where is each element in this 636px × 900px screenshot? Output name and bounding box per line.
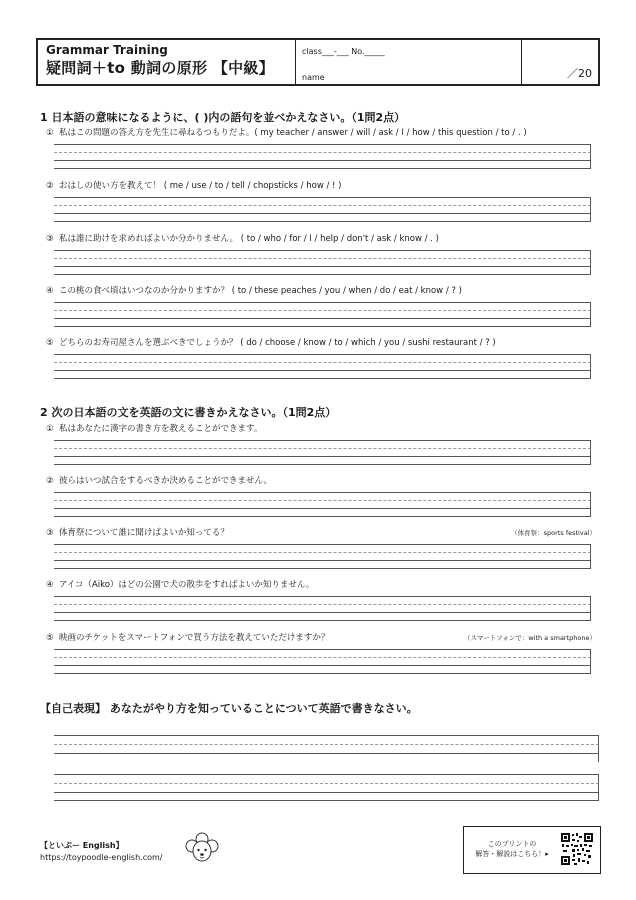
answer-lines — [54, 302, 591, 327]
question-number: ② — [46, 181, 54, 191]
title-japanese: 疑問詞＋to 動詞の原形 【中級】 — [46, 59, 275, 77]
answer-link-text — [472, 839, 552, 859]
question-text: この桃の食べ頃はいつなのか分かりますか？ ( to / these peaches / you / when / do / eat / know / ? ) — [59, 286, 462, 296]
section-1-question — [46, 127, 600, 169]
answer-link-line2: 解答・解説はこちら！▸ — [475, 850, 549, 858]
answer-lines — [54, 596, 591, 621]
question-text: 体育祭について誰に聞けばよいか知ってる？ — [59, 528, 229, 538]
name-field: name — [302, 73, 325, 82]
class-number-field: class___-___ No._____ — [302, 47, 385, 56]
section-2-question — [46, 579, 600, 621]
question-number: ④ — [46, 286, 54, 296]
answer-lines — [54, 492, 591, 517]
score-cell — [522, 40, 598, 84]
answer-lines — [54, 544, 591, 569]
self-expression-lines — [54, 735, 599, 801]
section-2-question — [46, 475, 600, 517]
answer-lines — [54, 354, 591, 379]
title-cell — [38, 40, 296, 84]
brand-block — [40, 840, 163, 864]
answer-link-line1: このプリントの — [487, 840, 537, 848]
question-text: おはしの使い方を教えて！ ( me / use / to / tell / chopsticks / how / ! ) — [59, 181, 342, 191]
question-number: ② — [46, 476, 54, 486]
answer-lines — [54, 440, 591, 465]
vocab-hint: （体育祭：sports festival） — [511, 529, 596, 537]
section-2-question — [46, 423, 600, 465]
question-text: 私はあなたに漢字の書き方を教えることができます。 — [59, 424, 263, 434]
answer-lines — [54, 144, 591, 169]
score-total: ／20 — [567, 67, 592, 80]
question-number: ④ — [46, 580, 54, 590]
brand-name: 【といぷー English】 — [40, 841, 124, 850]
answer-link-box[interactable] — [463, 826, 601, 874]
student-info-cell — [296, 40, 522, 84]
question-text: 私はこの問題の答え方を先生に尋ねるつもりだよ。( my teacher / answer / will / ask / I / how / this question / to / . ) — [59, 128, 527, 138]
toy-poodle-icon — [184, 831, 220, 865]
question-number: ③ — [46, 234, 54, 244]
vocab-hint: （スマートフォンで：with a smartphone） — [463, 634, 596, 642]
question-number: ① — [46, 128, 54, 138]
self-expression-title: 【自己表現】 あなたがやり方を知っていることについて英語で書きなさい。 — [40, 702, 418, 715]
section-2-question — [46, 527, 600, 569]
worksheet-header — [36, 38, 600, 86]
question-text: 映画のチケットをスマートフォンで買う方法を教えていただけますか？ — [59, 633, 330, 643]
title-english: Grammar Training — [46, 43, 168, 57]
question-text: どちらのお寿司屋さんを選ぶべきでしょうか？ ( do / choose / know / to / which / you / sushi restaurant / ? ) — [59, 338, 496, 348]
section-1-question — [46, 337, 600, 379]
question-number: ⑤ — [46, 338, 54, 348]
section-2-title: 2 次の日本語の文を英語の文に書きかえなさい。（1問2点） — [40, 406, 337, 419]
qr-code-icon[interactable] — [560, 832, 594, 866]
section-1-question — [46, 233, 600, 275]
section-2-question — [46, 632, 600, 674]
question-text: アイコ（Aiko）はどの公園で犬の散歩をすればよいか知りません。 — [59, 580, 315, 590]
question-number: ③ — [46, 528, 54, 538]
question-number: ① — [46, 424, 54, 434]
brand-url[interactable]: https://toypoodle-english.com/ — [40, 853, 163, 862]
answer-lines — [54, 649, 591, 674]
answer-lines — [54, 197, 591, 222]
question-text: 私は誰に助けを求めればよいか分かりません。 ( to / who / for / I / help / don't / ask / know / . ) — [59, 234, 439, 244]
answer-lines — [54, 250, 591, 275]
section-1-question — [46, 180, 600, 222]
section-1-question — [46, 285, 600, 327]
question-number: ⑤ — [46, 633, 54, 643]
section-1-title: 1 日本語の意味になるように、( )内の語句を並べかえなさい。（1問2点） — [40, 111, 406, 124]
question-text: 彼らはいつ試合をするべきか決めることができません。 — [59, 476, 273, 486]
